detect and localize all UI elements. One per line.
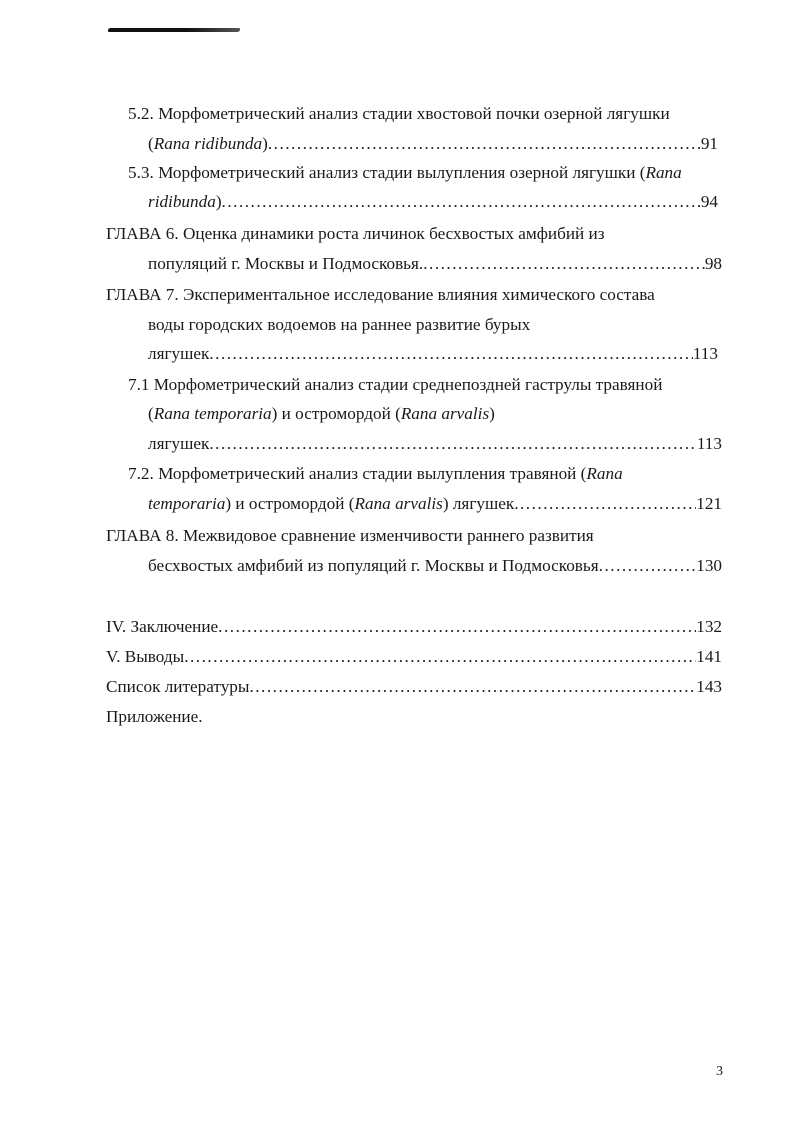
toc-entry-7-2-line2: temporaria) и остромордой (Rana arvalis) лягушек ..... 121 — [148, 493, 722, 515]
page-ref: 113 — [696, 434, 722, 453]
scan-mark — [107, 28, 240, 32]
leader-dots — [249, 676, 696, 698]
leader-dots — [599, 555, 697, 577]
toc-entry-appendix: Приложение. — [106, 707, 203, 726]
toc-entry-chapter-7-line3: лягушек ..... 113 — [148, 343, 718, 365]
toc-entry-chapter-7-line2: воды городских водоемов на раннее развитие бурых — [148, 315, 531, 334]
toc-entry-5-2-line1: 5.2. Морфометрический анализ стадии хвостовой почки озерной лягушки — [128, 104, 670, 123]
page-ref: 130 — [696, 556, 722, 575]
page-ref: 91 — [700, 134, 718, 153]
page-ref: 94 — [700, 192, 718, 211]
toc-entry-chapter-6-line2: популяций г. Москвы и Подмосковья. ..... 98 — [148, 253, 722, 275]
toc-entry-5-3-line2: ridibunda) ..... 94 — [148, 191, 718, 213]
species-name: Rana temporaria — [153, 404, 272, 423]
toc-entry-7-1-line2: (Rana temporaria) и остромордой (Rana arvalis) — [148, 404, 495, 423]
species-name: Rana — [645, 163, 682, 182]
page-ref: 141 — [696, 647, 722, 666]
leader-dots — [209, 433, 697, 455]
leader-dots — [218, 616, 696, 638]
leader-dots — [209, 343, 693, 365]
toc-entry-chapter-6-line1: ГЛАВА 6. Оценка динамики роста личинок бесхвостых амфибий из — [106, 224, 605, 243]
toc-entry-5-2-line2: (Rana ridibunda) ..... 91 — [148, 133, 718, 155]
species-name: Rana arvalis — [354, 494, 443, 513]
toc-entry-7-1-line1: 7.1 Морфометрический анализ стадии среднепоздней гаструлы травяной — [128, 375, 663, 394]
toc-entry-7-2-line1: 7.2. Морфометрический анализ стадии вылупления травяной (Rana — [128, 464, 623, 483]
species-name: ridibunda — [148, 192, 216, 211]
page-ref: 132 — [696, 617, 722, 636]
toc-entry-conclusion: IV. Заключение ..... 132 — [106, 616, 722, 638]
toc-entry-chapter-8-line2: бесхвостых амфибий из популяций г. Москвы и Подмосковья ..... 130 — [148, 555, 722, 577]
leader-dots — [514, 493, 696, 515]
leader-dots — [268, 133, 701, 155]
toc-entry-references: Список литературы ..... 143 — [106, 676, 722, 698]
species-name: temporaria — [148, 494, 226, 513]
page-ref: 121 — [696, 494, 722, 513]
toc-entry-findings: V. Выводы ..... 141 — [106, 646, 722, 668]
leader-dots — [184, 646, 696, 668]
toc-entry-chapter-8-line1: ГЛАВА 8. Межвидовое сравнение изменчивости раннего развития — [106, 526, 594, 545]
toc-entry-chapter-7-line1: ГЛАВА 7. Экспериментальное исследование влияния химического состава — [106, 285, 655, 304]
species-name: Rana arvalis — [400, 404, 490, 423]
leader-dots — [222, 191, 701, 213]
page-ref: 113 — [692, 344, 718, 363]
species-name: Rana — [586, 464, 623, 483]
page-ref: 98 — [704, 254, 722, 273]
page-ref: 143 — [696, 677, 722, 696]
leader-dots — [423, 253, 705, 275]
species-name: Rana ridibunda — [153, 134, 263, 153]
toc-entry-5-3-line1: 5.3. Морфометрический анализ стадии вылупления озерной лягушки (Rana — [128, 163, 682, 182]
toc-entry-7-1-line3: лягушек ..... 113 — [148, 433, 722, 455]
page-number: 3 — [716, 1064, 723, 1079]
